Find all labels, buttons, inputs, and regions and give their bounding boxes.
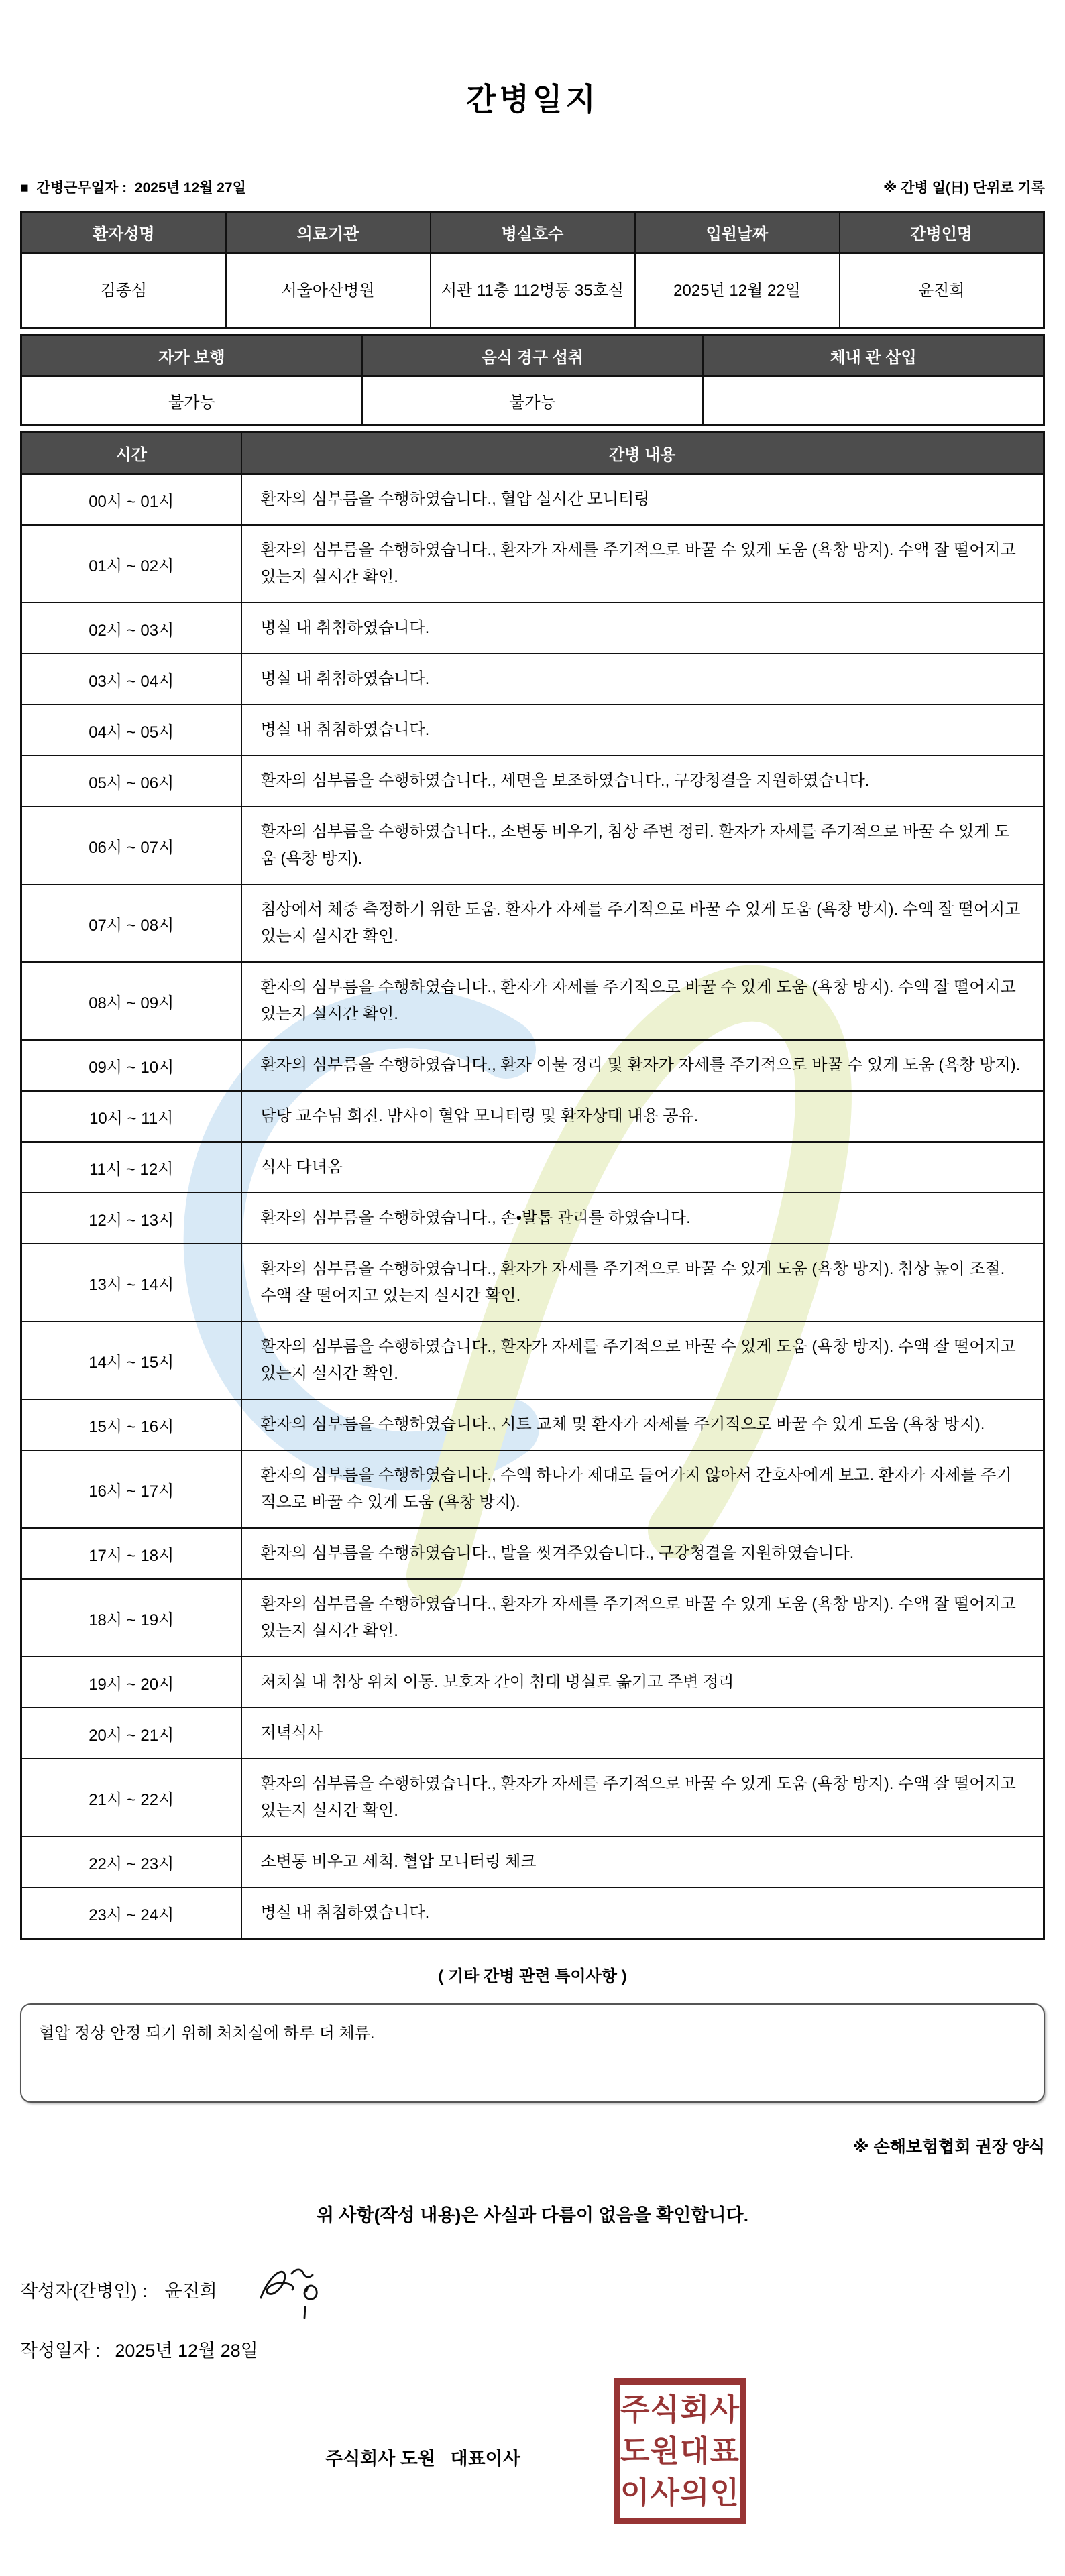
log-time-cell: 17시 ~ 18시 [21,1528,241,1579]
patient-info-value-row [21,253,1044,329]
log-content-cell: 담당 교수님 회진. 밤사이 혈압 모니터링 및 환자상태 내용 공유. [241,1091,1044,1142]
writer-name: 윤진희 [164,2281,217,2301]
log-time-cell: 14시 ~ 15시 [21,1322,241,1399]
log-time-cell: 15시 ~ 16시 [21,1399,241,1450]
corporate-seal-stamp [614,2378,746,2524]
medical-institution: 서울아산병원 [226,253,431,329]
written-date-line [20,2336,1045,2362]
care-log-table [20,431,1045,1940]
header-admission-date: 입원날짜 [635,212,840,253]
log-time-cell: 12시 ~ 13시 [21,1193,241,1244]
writer-line [20,2276,1045,2302]
stamp-line: 도원대표 [620,2434,740,2468]
log-row [21,1244,1044,1322]
log-content-cell: 환자의 심부름을 수행하였습니다., 환자 이불 정리 및 환자가 자세를 주기적으로 바꿀 수 있게 도움 (욕창 방지). [241,1040,1044,1091]
extra-note-text: 혈압 정상 안정 되기 위해 처치실에 하루 더 체류. [39,2024,375,2042]
extra-note-box [20,2003,1045,2103]
form-standard-note: ※ 손해보험협회 권장 양식 [852,2138,1045,2156]
room-number: 서관 11층 112병동 35호실 [431,253,635,329]
caregiver-signature [254,2256,335,2323]
log-time-cell: 19시 ~ 20시 [21,1657,241,1708]
log-row [21,1759,1044,1836]
oral-intake-value: 불가능 [362,377,703,425]
log-content-cell: 병실 내 취침하였습니다. [241,654,1044,705]
work-date-label: 간병근무일자 : [36,180,127,196]
company-name-line: 주식회사 도원 대표이사 [325,2449,520,2469]
confirmation-statement: 위 사항(작성 내용)은 사실과 다름이 없음을 확인합니다. [316,2205,749,2225]
log-content-cell: 처치실 내 침상 위치 이동. 보호자 간이 침대 병실로 옮기고 주변 정리 [241,1657,1044,1708]
log-row [21,1399,1044,1450]
header-self-walking: 자가 보행 [21,335,362,377]
work-date-line [20,177,250,197]
log-time-cell: 09시 ~ 10시 [21,1040,241,1091]
log-time-cell: 20시 ~ 21시 [21,1708,241,1759]
header-medical-institution: 의료기관 [226,212,431,253]
log-row [21,1091,1044,1142]
log-time-cell: 04시 ~ 05시 [21,705,241,756]
log-time-cell: 11시 ~ 12시 [21,1142,241,1193]
log-content-cell: 병실 내 취침하였습니다. [241,705,1044,756]
log-row [21,474,1044,526]
log-row [21,1322,1044,1399]
header-care-content: 간병 내용 [241,432,1044,474]
company-block [20,2378,1045,2536]
log-content-cell: 식사 다녀옴 [241,1142,1044,1193]
log-time-cell: 22시 ~ 23시 [21,1836,241,1887]
log-row [21,525,1044,603]
log-time-cell: 13시 ~ 14시 [21,1244,241,1322]
log-row [21,756,1044,807]
log-time-cell: 07시 ~ 08시 [21,884,241,962]
log-content-cell: 환자의 심부름을 수행하였습니다., 환자가 자세를 주기적으로 바꿀 수 있게 도움 (욕창 방지). 수액 잘 떨어지고 있는지 실시간 확인. [241,1322,1044,1399]
writer-label: 작성자(간병인) : [20,2281,148,2301]
patient-name: 김종심 [21,253,226,329]
log-content-cell: 저녁식사 [241,1708,1044,1759]
square-bullet-icon: ■ [20,180,29,196]
log-time-cell: 01시 ~ 02시 [21,525,241,603]
log-row [21,807,1044,884]
log-content-cell: 환자의 심부름을 수행하였습니다., 발을 씻겨주었습니다., 구강청결을 지원하였습니다. [241,1528,1044,1579]
log-row [21,1657,1044,1708]
log-row [21,654,1044,705]
log-time-cell: 16시 ~ 17시 [21,1450,241,1528]
log-row [21,962,1044,1040]
log-row [21,1836,1044,1887]
status-header-row [21,335,1044,377]
log-time-cell: 00시 ~ 01시 [21,474,241,526]
log-row [21,705,1044,756]
header-tube-insertion: 체내 관 삽입 [703,335,1044,377]
header-oral-intake: 음식 경구 섭취 [362,335,703,377]
log-row [21,1708,1044,1759]
log-time-cell: 05시 ~ 06시 [21,756,241,807]
log-content-cell: 환자의 심부름을 수행하였습니다., 환자가 자세를 주기적으로 바꿀 수 있게 도움 (욕창 방지). 침상 높이 조절. 수액 잘 떨어지고 있는지 실시간 확인. [241,1244,1044,1322]
log-content-cell: 환자의 심부름을 수행하였습니다., 환자가 자세를 주기적으로 바꿀 수 있게 도움 (욕창 방지). 수액 잘 떨어지고 있는지 실시간 확인. [241,1579,1044,1657]
log-content-cell: 환자의 심부름을 수행하였습니다., 수액 하나가 제대로 들어가지 않아서 간호사에게 보고. 환자가 자세를 주기적으로 바꿀 수 있게 도움 (욕창 방지). [241,1450,1044,1528]
log-time-cell: 02시 ~ 03시 [21,603,241,654]
log-content-cell: 환자의 심부름을 수행하였습니다., 환자가 자세를 주기적으로 바꿀 수 있게 도움 (욕창 방지). 수액 잘 떨어지고 있는지 실시간 확인. [241,525,1044,603]
log-time-cell: 06시 ~ 07시 [21,807,241,884]
log-time-cell: 18시 ~ 19시 [21,1579,241,1657]
log-row [21,1450,1044,1528]
unit-note: ※ 간병 일(日) 단위로 기록 [883,180,1045,196]
log-time-cell: 08시 ~ 09시 [21,962,241,1040]
work-date-value: 2025년 12월 27일 [134,180,246,196]
log-content-cell: 병실 내 취침하였습니다. [241,1887,1044,1939]
log-content-cell: 침상에서 체중 측정하기 위한 도움. 환자가 자세를 주기적으로 바꿀 수 있게 도움 (욕창 방지). 수액 잘 떨어지고 있는지 실시간 확인. [241,884,1044,962]
self-walking-value: 불가능 [21,377,362,425]
log-row [21,1887,1044,1939]
log-row [21,1142,1044,1193]
stamp-line: 이사의인 [620,2475,740,2510]
log-time-cell: 23시 ~ 24시 [21,1887,241,1939]
log-content-cell: 환자의 심부름을 수행하였습니다., 소변통 비우기, 침상 주변 정리. 환자가 자세를 주기적으로 바꿀 수 있게 도움 (욕창 방지). [241,807,1044,884]
log-time-cell: 03시 ~ 04시 [21,654,241,705]
extra-section-title: ( 기타 간병 관련 특이사항 ) [438,1967,627,1985]
log-row [21,1579,1044,1657]
admission-date: 2025년 12월 22일 [635,253,840,329]
log-content-cell: 환자의 심부름을 수행하였습니다., 환자가 자세를 주기적으로 바꿀 수 있게 도움 (욕창 방지). 수액 잘 떨어지고 있는지 실시간 확인. [241,1759,1044,1836]
caregiver-name: 윤진희 [840,253,1044,329]
log-row [21,884,1044,962]
log-content-cell: 환자의 심부름을 수행하였습니다., 시트 교체 및 환자가 자세를 주기적으로 바꿀 수 있게 도움 (욕창 방지). [241,1399,1044,1450]
header-room-number: 병실호수 [431,212,635,253]
header-patient-name: 환자성명 [21,212,226,253]
written-date-label: 작성일자 : [20,2341,101,2361]
log-row [21,603,1044,654]
document-content [0,75,1065,2536]
log-row [21,1040,1044,1091]
log-row [21,1528,1044,1579]
stamp-line: 주식회사 [620,2392,740,2426]
log-content-cell: 환자의 심부름을 수행하였습니다., 손•발톱 관리를 하였습니다. [241,1193,1044,1244]
patient-info-table [20,211,1045,329]
status-value-row [21,377,1044,425]
patient-info-header-row [21,212,1044,253]
header-time: 시간 [21,432,241,474]
log-header-row [21,432,1044,474]
log-content-cell: 소변통 비우고 세척. 혈압 모니터링 체크 [241,1836,1044,1887]
meta-row [20,177,1045,197]
log-content-cell: 병실 내 취침하였습니다. [241,603,1044,654]
log-time-cell: 10시 ~ 11시 [21,1091,241,1142]
patient-status-table [20,334,1045,426]
written-date-value: 2025년 12월 28일 [115,2341,258,2361]
tube-insertion-value [703,377,1044,425]
page-title: 간병일지 [466,82,599,117]
log-time-cell: 21시 ~ 22시 [21,1759,241,1836]
log-content-cell: 환자의 심부름을 수행하였습니다., 환자가 자세를 주기적으로 바꿀 수 있게 도움 (욕창 방지). 수액 잘 떨어지고 있는지 실시간 확인. [241,962,1044,1040]
log-content-cell: 환자의 심부름을 수행하였습니다., 혈압 실시간 모니터링 [241,474,1044,526]
log-row [21,1193,1044,1244]
log-content-cell: 환자의 심부름을 수행하였습니다., 세면을 보조하였습니다., 구강청결을 지원하였습니다. [241,756,1044,807]
header-caregiver-name: 간병인명 [840,212,1044,253]
